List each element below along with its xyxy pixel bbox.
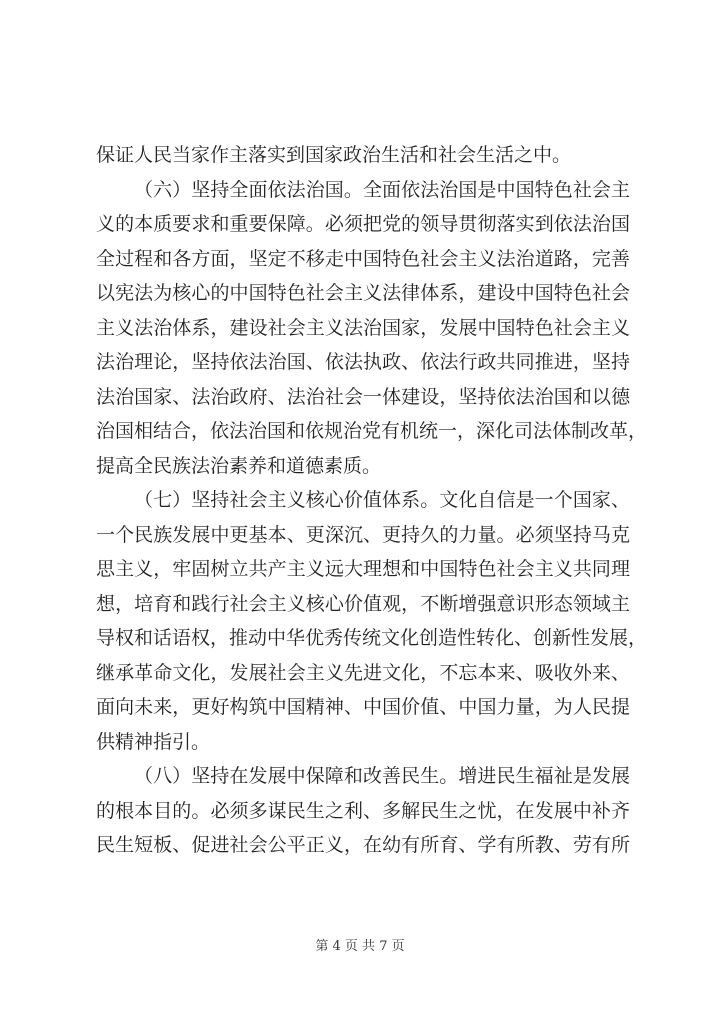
paragraph-rule-of-law (96, 173, 648, 484)
text-line: 法治理论，坚持依法治国、依法执政、依法行政共同推进，坚持 (96, 351, 630, 373)
paragraph-livelihood (96, 759, 630, 863)
page-number-footer: 第 4 页 共 7 页 (315, 939, 405, 954)
text-line: 治国相结合，依法治国和依规治党有机统一，深化司法体制改革， (96, 420, 648, 442)
text-line: 思主义，牢固树立共产主义远大理想和中国特色社会主义共同理 (96, 558, 630, 580)
paragraph-core-values (96, 483, 648, 759)
text-line: 供精神指引。 (96, 730, 211, 753)
text-line: 导权和话语权，推动中华优秀传统文化创造性转化、创新性发展， (96, 627, 648, 649)
text-line: （八）坚持在发展中保障和改善民生。增进民生福祉是发展 (134, 765, 630, 787)
text-line: 全过程和各方面，坚定不移走中国特色社会主义法治道路，完善 (96, 247, 630, 270)
text-line: 以宪法为核心的中国特色社会主义法律体系，建设中国特色社会 (96, 282, 630, 304)
text-line: 提高全民族法治素养和道德素质。 (96, 454, 382, 477)
text-line: 面向未来，更好构筑中国精神、中国价值、中国力量，为人民提 (96, 696, 630, 718)
paragraph-continuation (96, 138, 630, 173)
text-line: （六）坚持全面依法治国。全面依法治国是中国特色社会主 (134, 178, 630, 201)
text-line: 一个民族发展中更基本、更深沉、更持久的力量。必须坚持马克 (96, 523, 630, 546)
text-line: 想，培育和践行社会主义核心价值观，不断增强意识形态领域主 (96, 592, 630, 615)
body-text (96, 138, 648, 863)
text-line: 义的本质要求和重要保障。必须把党的领导贯彻落实到依法治国 (96, 213, 630, 235)
text-line: 的根本目的。必须多谋民生之利、多解民生之忧，在发展中补齐 (96, 799, 630, 822)
text-line: 法治国家、法治政府、法治社会一体建设，坚持依法治国和以德 (96, 385, 630, 408)
text-line: （七）坚持社会主义核心价值体系。文化自信是一个国家、 (134, 489, 630, 511)
text-line: 继承革命文化，发展社会主义先进文化，不忘本来、吸收外来、 (96, 661, 630, 684)
text-line: 主义法治体系，建设社会主义法治国家，发展中国特色社会主义 (96, 316, 630, 339)
text-line: 保证人民当家作主落实到国家政治生活和社会生活之中。 (96, 144, 572, 166)
text-line: 民生短板、促进社会公平正义，在幼有所育、学有所教、劳有所 (96, 834, 630, 856)
